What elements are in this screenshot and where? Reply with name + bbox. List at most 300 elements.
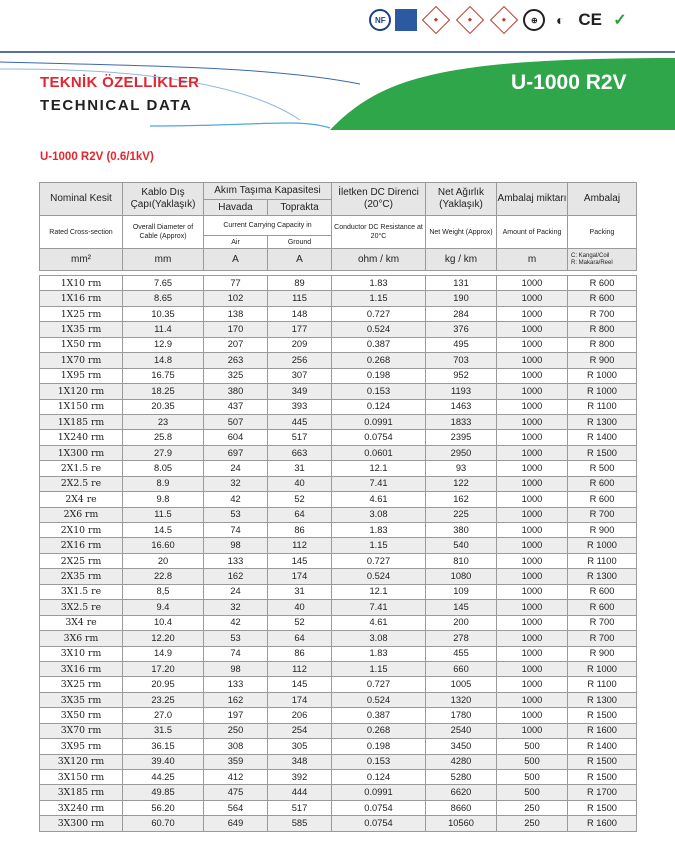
cell-section: 2X1.5 re (40, 461, 123, 476)
cell-resistance: 0.153 (332, 754, 426, 769)
cell-ground: 663 (268, 445, 332, 460)
cell-weight: 109 (426, 584, 497, 599)
cell-air: 564 (204, 800, 268, 815)
cell-ground: 517 (268, 800, 332, 815)
cell-section: 3X70 rm (40, 723, 123, 738)
pct-mark-icon: ◐ (556, 12, 565, 28)
cell-weight: 225 (426, 507, 497, 522)
cell-air: 697 (204, 445, 268, 460)
packing-legend-reel: R: Makara/Reel (571, 259, 613, 266)
cell-weight: 952 (426, 368, 497, 383)
table-row (40, 306, 637, 321)
cell-resistance: 0.198 (332, 368, 426, 383)
cell-amount: 1000 (497, 445, 568, 460)
table-row (40, 430, 637, 445)
cell-amount: 1000 (497, 322, 568, 337)
cell-amount: 1000 (497, 276, 568, 291)
cell-ground: 585 (268, 816, 332, 831)
cell-weight: 1833 (426, 414, 497, 429)
cell-amount: 1000 (497, 306, 568, 321)
cell-diameter: 14.5 (123, 523, 204, 538)
header-air-en: Air (204, 236, 268, 249)
cell-ground: 392 (268, 770, 332, 785)
cell-amount: 1000 (497, 461, 568, 476)
cell-ground: 148 (268, 306, 332, 321)
cell-air: 359 (204, 754, 268, 769)
cell-weight: 1320 (426, 692, 497, 707)
cell-section: 1X35 rm (40, 322, 123, 337)
cell-ground: 174 (268, 692, 332, 707)
cell-air: 207 (204, 337, 268, 352)
table-row (40, 276, 637, 291)
table-row (40, 492, 637, 507)
table-row (40, 569, 637, 584)
cell-diameter: 44.25 (123, 770, 204, 785)
cell-section: 2X4 re (40, 492, 123, 507)
cell-amount: 1000 (497, 414, 568, 429)
approval-diamond-icon: ◆ (490, 6, 518, 34)
cell-ground: 86 (268, 646, 332, 661)
cell-resistance: 0.387 (332, 337, 426, 352)
cell-packing: R 600 (568, 476, 637, 491)
cell-weight: 4280 (426, 754, 497, 769)
cell-ground: 177 (268, 322, 332, 337)
cell-weight: 2395 (426, 430, 497, 445)
table-row (40, 631, 637, 646)
approval-diamond-icon: ◆ (422, 6, 450, 34)
cell-amount: 1000 (497, 368, 568, 383)
cell-weight: 2540 (426, 723, 497, 738)
cell-ground: 517 (268, 430, 332, 445)
cell-resistance: 0.524 (332, 322, 426, 337)
cell-section: 3X240 rm (40, 800, 123, 815)
cell-weight: 6620 (426, 785, 497, 800)
cell-packing: R 1600 (568, 816, 637, 831)
cell-weight: 810 (426, 553, 497, 568)
cell-ground: 209 (268, 337, 332, 352)
cell-air: 170 (204, 322, 268, 337)
cell-amount: 1000 (497, 476, 568, 491)
cell-section: 3X10 rm (40, 646, 123, 661)
cell-air: 308 (204, 739, 268, 754)
table-row (40, 723, 637, 738)
table-row (40, 770, 637, 785)
cell-resistance: 0.727 (332, 306, 426, 321)
cell-amount: 1000 (497, 507, 568, 522)
table-row (40, 337, 637, 352)
cell-ground: 40 (268, 600, 332, 615)
cell-packing: R 1100 (568, 399, 637, 414)
cell-ground: 112 (268, 661, 332, 676)
cell-air: 53 (204, 631, 268, 646)
cell-packing: R 1100 (568, 677, 637, 692)
cell-packing: R 1300 (568, 414, 637, 429)
cell-amount: 250 (497, 800, 568, 815)
table-row (40, 476, 637, 491)
cell-resistance: 0.198 (332, 739, 426, 754)
header-section-tr: Nominal Kesit (40, 183, 123, 216)
table-row (40, 368, 637, 383)
cell-resistance: 0.727 (332, 553, 426, 568)
cell-amount: 1000 (497, 430, 568, 445)
cell-weight: 5280 (426, 770, 497, 785)
cell-amount: 1000 (497, 399, 568, 414)
certification-flag-icon (395, 9, 417, 31)
cell-resistance: 1.15 (332, 538, 426, 553)
cell-weight: 376 (426, 322, 497, 337)
cell-resistance: 1.15 (332, 291, 426, 306)
cell-weight: 380 (426, 523, 497, 538)
cell-resistance: 0.524 (332, 692, 426, 707)
cell-resistance: 7.41 (332, 476, 426, 491)
cell-diameter: 10.4 (123, 615, 204, 630)
cell-diameter: 14.9 (123, 646, 204, 661)
table-row (40, 615, 637, 630)
table-row (40, 708, 637, 723)
cell-packing: R 1300 (568, 569, 637, 584)
cell-amount: 1000 (497, 492, 568, 507)
cell-ground: 145 (268, 677, 332, 692)
cell-diameter: 12.9 (123, 337, 204, 352)
section-title-en: TECHNICAL DATA (40, 97, 193, 114)
cell-packing: R 1500 (568, 708, 637, 723)
cell-air: 412 (204, 770, 268, 785)
cell-ground: 52 (268, 615, 332, 630)
header-current-tr: Akım Taşıma Kapasitesi (204, 183, 332, 200)
cell-packing: R 600 (568, 600, 637, 615)
table-row (40, 754, 637, 769)
cell-packing: R 1000 (568, 384, 637, 399)
cell-weight: 1080 (426, 569, 497, 584)
cell-air: 74 (204, 523, 268, 538)
cell-diameter: 12.20 (123, 631, 204, 646)
cell-resistance: 0.727 (332, 677, 426, 692)
cell-resistance: 1.83 (332, 646, 426, 661)
technical-data-table (39, 182, 637, 832)
approval-round-icon: ⊕ (523, 9, 545, 31)
table-row (40, 461, 637, 476)
product-code-banner: U-1000 R2V (511, 71, 627, 94)
cell-diameter: 11.4 (123, 322, 204, 337)
cell-diameter: 16.60 (123, 538, 204, 553)
cell-ground: 145 (268, 553, 332, 568)
cell-section: 2X10 rm (40, 523, 123, 538)
cell-diameter: 8.65 (123, 291, 204, 306)
cell-section: 3X6 rm (40, 631, 123, 646)
cell-diameter: 49.85 (123, 785, 204, 800)
cell-weight: 1193 (426, 384, 497, 399)
cell-ground: 256 (268, 353, 332, 368)
cell-ground: 307 (268, 368, 332, 383)
cell-ground: 444 (268, 785, 332, 800)
cell-air: 162 (204, 569, 268, 584)
cell-diameter: 8.05 (123, 461, 204, 476)
cell-resistance: 0.0601 (332, 445, 426, 460)
cell-resistance: 0.0991 (332, 785, 426, 800)
table-row (40, 322, 637, 337)
cell-ground: 305 (268, 739, 332, 754)
table-row (40, 800, 637, 815)
header-ground-en: Ground (268, 236, 332, 249)
cell-section: 1X16 rm (40, 291, 123, 306)
cell-diameter: 60.70 (123, 816, 204, 831)
cell-diameter: 56.20 (123, 800, 204, 815)
cell-ground: 89 (268, 276, 332, 291)
table-row (40, 739, 637, 754)
header-amount-tr: Ambalaj miktarı (497, 183, 568, 216)
cell-amount: 250 (497, 816, 568, 831)
table-row (40, 523, 637, 538)
cell-section: 3X1.5 re (40, 584, 123, 599)
cell-air: 475 (204, 785, 268, 800)
cell-amount: 1000 (497, 523, 568, 538)
cell-resistance: 3.08 (332, 507, 426, 522)
cell-diameter: 27.0 (123, 708, 204, 723)
cell-packing: R 1400 (568, 430, 637, 445)
cell-air: 102 (204, 291, 268, 306)
cell-amount: 500 (497, 754, 568, 769)
header-packing-tr: Ambalaj (568, 183, 637, 216)
section-title-tr: TEKNİK ÖZELLİKLER (40, 74, 200, 91)
cell-diameter: 25.8 (123, 430, 204, 445)
cell-ground: 64 (268, 631, 332, 646)
cell-air: 380 (204, 384, 268, 399)
header-amount-en: Amount of Packing (497, 216, 568, 249)
cell-amount: 1000 (497, 646, 568, 661)
cell-resistance: 1.83 (332, 276, 426, 291)
cell-air: 53 (204, 507, 268, 522)
cell-diameter: 9.8 (123, 492, 204, 507)
cell-resistance: 0.0991 (332, 414, 426, 429)
cell-ground: 445 (268, 414, 332, 429)
cell-amount: 1000 (497, 538, 568, 553)
cell-air: 250 (204, 723, 268, 738)
cell-amount: 1000 (497, 337, 568, 352)
cell-resistance: 0.268 (332, 353, 426, 368)
cell-section: 3X95 rm (40, 739, 123, 754)
cell-air: 133 (204, 677, 268, 692)
cell-diameter: 11.5 (123, 507, 204, 522)
cell-amount: 500 (497, 770, 568, 785)
cell-amount: 1000 (497, 353, 568, 368)
unit-ground: A (268, 249, 332, 271)
cell-amount: 1000 (497, 661, 568, 676)
cell-resistance: 1.83 (332, 523, 426, 538)
cell-amount: 500 (497, 739, 568, 754)
cell-section: 1X300 rm (40, 445, 123, 460)
table-row (40, 291, 637, 306)
cell-diameter: 22.8 (123, 569, 204, 584)
cell-weight: 1780 (426, 708, 497, 723)
cell-section: 1X25 rm (40, 306, 123, 321)
cell-amount: 1000 (497, 569, 568, 584)
cell-diameter: 20.95 (123, 677, 204, 692)
table-row (40, 600, 637, 615)
table-row (40, 538, 637, 553)
cell-packing: R 1400 (568, 739, 637, 754)
product-subtitle: U-1000 R2V (0.6/1kV) (40, 151, 154, 163)
cell-packing: R 1500 (568, 770, 637, 785)
rohs-check-icon: ✓ (613, 12, 627, 29)
cell-resistance: 0.0754 (332, 430, 426, 445)
cell-diameter: 23 (123, 414, 204, 429)
cell-packing: R 700 (568, 631, 637, 646)
cell-packing: R 600 (568, 291, 637, 306)
cell-resistance: 4.61 (332, 615, 426, 630)
cell-weight: 660 (426, 661, 497, 676)
header-air-tr: Havada (204, 200, 268, 216)
cell-air: 197 (204, 708, 268, 723)
cell-ground: 86 (268, 523, 332, 538)
cell-ground: 349 (268, 384, 332, 399)
cell-resistance: 0.268 (332, 723, 426, 738)
table-row (40, 553, 637, 568)
cell-packing: R 900 (568, 353, 637, 368)
cell-packing: R 1000 (568, 368, 637, 383)
cell-packing: R 1100 (568, 553, 637, 568)
header-weight-en: Net Weight (Approx) (426, 216, 497, 249)
cell-weight: 455 (426, 646, 497, 661)
cell-diameter: 18.25 (123, 384, 204, 399)
cell-section: 3X300 rm (40, 816, 123, 831)
cell-ground: 64 (268, 507, 332, 522)
cell-weight: 10560 (426, 816, 497, 831)
cell-air: 24 (204, 461, 268, 476)
cell-packing: R 1500 (568, 445, 637, 460)
cell-resistance: 0.387 (332, 708, 426, 723)
cell-diameter: 31.5 (123, 723, 204, 738)
cell-amount: 500 (497, 785, 568, 800)
cell-weight: 540 (426, 538, 497, 553)
cell-air: 24 (204, 584, 268, 599)
cell-weight: 8660 (426, 800, 497, 815)
cell-amount: 1000 (497, 708, 568, 723)
cell-air: 437 (204, 399, 268, 414)
unit-diameter: mm (123, 249, 204, 271)
cell-section: 1X240 rm (40, 430, 123, 445)
header-section-en: Rated Cross-section (40, 216, 123, 249)
cell-section: 1X50 rm (40, 337, 123, 352)
cell-section: 2X16 rm (40, 538, 123, 553)
cell-packing: R 700 (568, 615, 637, 630)
cell-section: 3X50 rm (40, 708, 123, 723)
unit-air: A (204, 249, 268, 271)
table-row (40, 677, 637, 692)
cell-section: 3X25 rm (40, 677, 123, 692)
cell-ground: 31 (268, 584, 332, 599)
cell-weight: 2950 (426, 445, 497, 460)
cell-packing: R 800 (568, 337, 637, 352)
cell-resistance: 0.124 (332, 399, 426, 414)
cell-air: 162 (204, 692, 268, 707)
cell-ground: 254 (268, 723, 332, 738)
cell-diameter: 10.35 (123, 306, 204, 321)
cell-air: 42 (204, 615, 268, 630)
table-row (40, 414, 637, 429)
cell-amount: 1000 (497, 600, 568, 615)
table-row (40, 399, 637, 414)
cell-weight: 162 (426, 492, 497, 507)
cell-amount: 1000 (497, 553, 568, 568)
cell-amount: 1000 (497, 291, 568, 306)
cell-packing: R 700 (568, 507, 637, 522)
cell-air: 42 (204, 492, 268, 507)
cell-weight: 278 (426, 631, 497, 646)
cell-resistance: 0.0754 (332, 816, 426, 831)
table-row (40, 353, 637, 368)
cell-weight: 131 (426, 276, 497, 291)
cell-weight: 190 (426, 291, 497, 306)
cell-weight: 145 (426, 600, 497, 615)
cell-air: 649 (204, 816, 268, 831)
cell-packing: R 600 (568, 276, 637, 291)
table-row (40, 445, 637, 460)
cell-packing: R 1500 (568, 754, 637, 769)
cell-packing: R 1500 (568, 800, 637, 815)
cell-amount: 1000 (497, 384, 568, 399)
cell-packing: R 1000 (568, 538, 637, 553)
cell-section: 2X25 rm (40, 553, 123, 568)
nf-mark-icon: NF (369, 9, 391, 31)
table-row (40, 785, 637, 800)
cell-diameter: 9.4 (123, 600, 204, 615)
cell-packing: R 900 (568, 646, 637, 661)
cell-air: 32 (204, 476, 268, 491)
header-resistance-tr: İletken DC Direnci (20°C) (332, 183, 426, 216)
cell-air: 77 (204, 276, 268, 291)
cell-weight: 284 (426, 306, 497, 321)
cell-ground: 174 (268, 569, 332, 584)
cell-section: 1X95 rm (40, 368, 123, 383)
cell-air: 604 (204, 430, 268, 445)
cell-section: 2X35 rm (40, 569, 123, 584)
cell-air: 98 (204, 661, 268, 676)
cell-section: 3X120 rm (40, 754, 123, 769)
cell-diameter: 8,5 (123, 584, 204, 599)
cell-air: 263 (204, 353, 268, 368)
cell-packing: R 900 (568, 523, 637, 538)
packing-legend-coil: C: Kangal/Coil (571, 252, 610, 259)
cell-section: 3X16 rm (40, 661, 123, 676)
cell-weight: 3450 (426, 739, 497, 754)
cell-air: 138 (204, 306, 268, 321)
header-current-en: Current Carrying Capacity in (204, 216, 332, 236)
cell-resistance: 4.61 (332, 492, 426, 507)
cell-resistance: 0.524 (332, 569, 426, 584)
cell-resistance: 12.1 (332, 461, 426, 476)
table-row (40, 692, 637, 707)
cell-section: 3X35 rm (40, 692, 123, 707)
cell-ground: 115 (268, 291, 332, 306)
cell-weight: 200 (426, 615, 497, 630)
cell-diameter: 17.20 (123, 661, 204, 676)
table-row (40, 661, 637, 676)
cell-packing: R 500 (568, 461, 637, 476)
header-weight-tr: Net Ağırlık (Yaklaşık) (426, 183, 497, 216)
cell-resistance: 0.0754 (332, 800, 426, 815)
header-diameter-en: Overall Diameter of Cable (Approx) (123, 216, 204, 249)
cell-ground: 348 (268, 754, 332, 769)
cell-ground: 52 (268, 492, 332, 507)
cell-air: 325 (204, 368, 268, 383)
cell-weight: 122 (426, 476, 497, 491)
cell-packing: R 1600 (568, 723, 637, 738)
cell-diameter: 36.15 (123, 739, 204, 754)
cell-air: 74 (204, 646, 268, 661)
cell-section: 3X185 rm (40, 785, 123, 800)
header-packing-en: Packing (568, 216, 637, 249)
cell-resistance: 7.41 (332, 600, 426, 615)
